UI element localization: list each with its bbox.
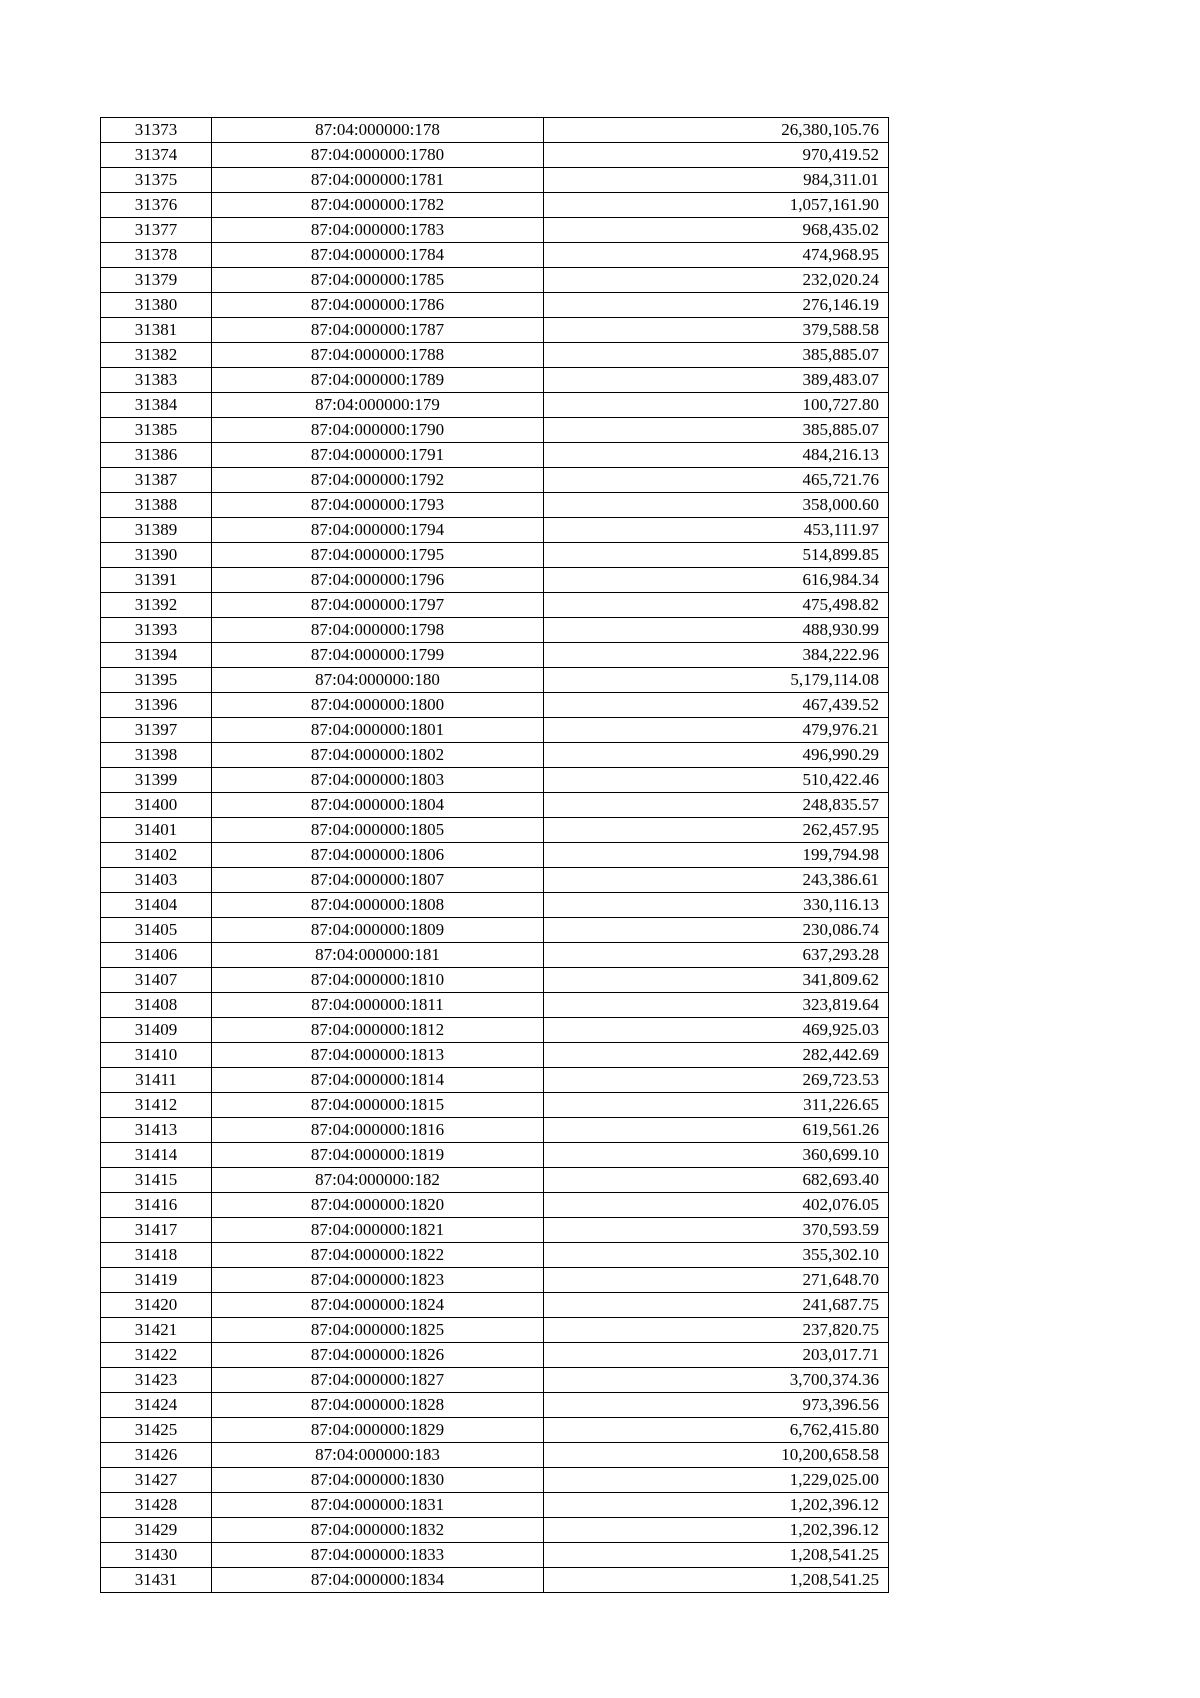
cadastral-number-cell: 87:04:000000:1820 — [212, 1193, 544, 1218]
table-row — [101, 468, 889, 493]
value-cell: 475,498.82 — [544, 593, 889, 618]
table-row — [101, 618, 889, 643]
table-row — [101, 1543, 889, 1568]
value-cell: 467,439.52 — [544, 693, 889, 718]
cadastral-number-cell: 87:04:000000:1785 — [212, 268, 544, 293]
row-number-cell: 31375 — [101, 168, 212, 193]
cadastral-number-cell: 87:04:000000:1812 — [212, 1018, 544, 1043]
value-cell: 6,762,415.80 — [544, 1418, 889, 1443]
cadastral-number-cell: 87:04:000000:182 — [212, 1168, 544, 1193]
cadastral-number-cell: 87:04:000000:1806 — [212, 843, 544, 868]
row-number-cell: 31381 — [101, 318, 212, 343]
table-row — [101, 1043, 889, 1068]
row-number-cell: 31428 — [101, 1493, 212, 1518]
table-row — [101, 843, 889, 868]
cadastral-number-cell: 87:04:000000:1808 — [212, 893, 544, 918]
cadastral-number-cell: 87:04:000000:1800 — [212, 693, 544, 718]
cadastral-number-cell: 87:04:000000:1814 — [212, 1068, 544, 1093]
row-number-cell: 31411 — [101, 1068, 212, 1093]
cadastral-number-cell: 87:04:000000:1801 — [212, 718, 544, 743]
value-cell: 682,693.40 — [544, 1168, 889, 1193]
table-row — [101, 318, 889, 343]
row-number-cell: 31429 — [101, 1518, 212, 1543]
cadastral-number-cell: 87:04:000000:1794 — [212, 518, 544, 543]
cadastral-number-cell: 87:04:000000:1799 — [212, 643, 544, 668]
row-number-cell: 31422 — [101, 1343, 212, 1368]
cadastral-number-cell: 87:04:000000:1784 — [212, 243, 544, 268]
table-row — [101, 1518, 889, 1543]
row-number-cell: 31424 — [101, 1393, 212, 1418]
row-number-cell: 31384 — [101, 393, 212, 418]
row-number-cell: 31404 — [101, 893, 212, 918]
table-row — [101, 943, 889, 968]
value-cell: 269,723.53 — [544, 1068, 889, 1093]
row-number-cell: 31421 — [101, 1318, 212, 1343]
cadastral-number-cell: 87:04:000000:1832 — [212, 1518, 544, 1543]
row-number-cell: 31377 — [101, 218, 212, 243]
cadastral-number-cell: 87:04:000000:1792 — [212, 468, 544, 493]
cadastral-number-cell: 87:04:000000:1831 — [212, 1493, 544, 1518]
table-row — [101, 718, 889, 743]
row-number-cell: 31406 — [101, 943, 212, 968]
value-cell: 1,229,025.00 — [544, 1468, 889, 1493]
row-number-cell: 31394 — [101, 643, 212, 668]
value-cell: 453,111.97 — [544, 518, 889, 543]
cadastral-number-cell: 87:04:000000:1803 — [212, 768, 544, 793]
value-cell: 230,086.74 — [544, 918, 889, 943]
row-number-cell: 31403 — [101, 868, 212, 893]
table-row — [101, 1118, 889, 1143]
value-cell: 282,442.69 — [544, 1043, 889, 1068]
value-cell: 402,076.05 — [544, 1193, 889, 1218]
row-number-cell: 31400 — [101, 793, 212, 818]
table-row — [101, 793, 889, 818]
value-cell: 510,422.46 — [544, 768, 889, 793]
table-row — [101, 1268, 889, 1293]
cadastral-number-cell: 87:04:000000:1781 — [212, 168, 544, 193]
table-row — [101, 1193, 889, 1218]
row-number-cell: 31392 — [101, 593, 212, 618]
value-cell: 26,380,105.76 — [544, 118, 889, 143]
cadastral-number-cell: 87:04:000000:1796 — [212, 568, 544, 593]
cadastral-number-cell: 87:04:000000:180 — [212, 668, 544, 693]
row-number-cell: 31382 — [101, 343, 212, 368]
table-row — [101, 268, 889, 293]
row-number-cell: 31410 — [101, 1043, 212, 1068]
table-body — [101, 118, 889, 1593]
row-number-cell: 31418 — [101, 1243, 212, 1268]
value-cell: 1,202,396.12 — [544, 1518, 889, 1543]
value-cell: 276,146.19 — [544, 293, 889, 318]
table-row — [101, 343, 889, 368]
table-row — [101, 393, 889, 418]
row-number-cell: 31395 — [101, 668, 212, 693]
cadastral-number-cell: 87:04:000000:1819 — [212, 1143, 544, 1168]
table-row — [101, 1093, 889, 1118]
cadastral-number-cell: 87:04:000000:1810 — [212, 968, 544, 993]
table-row — [101, 493, 889, 518]
cadastral-number-cell: 87:04:000000:1809 — [212, 918, 544, 943]
row-number-cell: 31383 — [101, 368, 212, 393]
cadastral-number-cell: 87:04:000000:1786 — [212, 293, 544, 318]
table-row — [101, 518, 889, 543]
value-cell: 469,925.03 — [544, 1018, 889, 1043]
cadastral-number-cell: 87:04:000000:1793 — [212, 493, 544, 518]
value-cell: 474,968.95 — [544, 243, 889, 268]
table-row — [101, 768, 889, 793]
value-cell: 973,396.56 — [544, 1393, 889, 1418]
table-row — [101, 1343, 889, 1368]
row-number-cell: 31417 — [101, 1218, 212, 1243]
cadastral-number-cell: 87:04:000000:1829 — [212, 1418, 544, 1443]
row-number-cell: 31427 — [101, 1468, 212, 1493]
row-number-cell: 31388 — [101, 493, 212, 518]
table-row — [101, 1018, 889, 1043]
value-cell: 262,457.95 — [544, 818, 889, 843]
value-cell: 1,208,541.25 — [544, 1568, 889, 1593]
value-cell: 488,930.99 — [544, 618, 889, 643]
value-cell: 616,984.34 — [544, 568, 889, 593]
value-cell: 370,593.59 — [544, 1218, 889, 1243]
table-row — [101, 1143, 889, 1168]
cadastral-number-cell: 87:04:000000:1804 — [212, 793, 544, 818]
value-cell: 379,588.58 — [544, 318, 889, 343]
row-number-cell: 31407 — [101, 968, 212, 993]
table-row — [101, 668, 889, 693]
row-number-cell: 31385 — [101, 418, 212, 443]
cadastral-number-cell: 87:04:000000:1825 — [212, 1318, 544, 1343]
value-cell: 984,311.01 — [544, 168, 889, 193]
row-number-cell: 31373 — [101, 118, 212, 143]
cadastral-number-cell: 87:04:000000:1798 — [212, 618, 544, 643]
table-row — [101, 193, 889, 218]
value-cell: 248,835.57 — [544, 793, 889, 818]
table-row — [101, 743, 889, 768]
value-cell: 514,899.85 — [544, 543, 889, 568]
table-row — [101, 993, 889, 1018]
table-row — [101, 568, 889, 593]
value-cell: 619,561.26 — [544, 1118, 889, 1143]
table-row — [101, 1293, 889, 1318]
row-number-cell: 31423 — [101, 1368, 212, 1393]
table-row — [101, 818, 889, 843]
value-cell: 271,648.70 — [544, 1268, 889, 1293]
value-cell: 199,794.98 — [544, 843, 889, 868]
value-cell: 360,699.10 — [544, 1143, 889, 1168]
table-row — [101, 168, 889, 193]
table-row — [101, 893, 889, 918]
value-cell: 243,386.61 — [544, 868, 889, 893]
cadastral-number-cell: 87:04:000000:1788 — [212, 343, 544, 368]
table-row — [101, 1218, 889, 1243]
row-number-cell: 31380 — [101, 293, 212, 318]
value-cell: 203,017.71 — [544, 1343, 889, 1368]
value-cell: 241,687.75 — [544, 1293, 889, 1318]
row-number-cell: 31430 — [101, 1543, 212, 1568]
table-row — [101, 1493, 889, 1518]
value-cell: 3,700,374.36 — [544, 1368, 889, 1393]
cadastral-number-cell: 87:04:000000:1821 — [212, 1218, 544, 1243]
value-cell: 323,819.64 — [544, 993, 889, 1018]
table-row — [101, 1443, 889, 1468]
row-number-cell: 31402 — [101, 843, 212, 868]
value-cell: 968,435.02 — [544, 218, 889, 243]
table-row — [101, 1468, 889, 1493]
table-row — [101, 1368, 889, 1393]
table-row — [101, 1243, 889, 1268]
table-row — [101, 1418, 889, 1443]
table-row — [101, 643, 889, 668]
table-row — [101, 918, 889, 943]
cadastral-number-cell: 87:04:000000:1816 — [212, 1118, 544, 1143]
value-cell: 1,057,161.90 — [544, 193, 889, 218]
table-row — [101, 218, 889, 243]
cadastral-number-cell: 87:04:000000:1791 — [212, 443, 544, 468]
row-number-cell: 31393 — [101, 618, 212, 643]
row-number-cell: 31412 — [101, 1093, 212, 1118]
cadastral-number-cell: 87:04:000000:1815 — [212, 1093, 544, 1118]
row-number-cell: 31397 — [101, 718, 212, 743]
value-cell: 385,885.07 — [544, 343, 889, 368]
value-cell: 1,202,396.12 — [544, 1493, 889, 1518]
cadastral-number-cell: 87:04:000000:1805 — [212, 818, 544, 843]
value-cell: 465,721.76 — [544, 468, 889, 493]
table-row — [101, 118, 889, 143]
value-cell: 637,293.28 — [544, 943, 889, 968]
row-number-cell: 31426 — [101, 1443, 212, 1468]
cadastral-number-cell: 87:04:000000:1802 — [212, 743, 544, 768]
cadastral-number-cell: 87:04:000000:1813 — [212, 1043, 544, 1068]
cadastral-number-cell: 87:04:000000:1783 — [212, 218, 544, 243]
row-number-cell: 31376 — [101, 193, 212, 218]
cadastral-number-cell: 87:04:000000:1826 — [212, 1343, 544, 1368]
cadastral-number-cell: 87:04:000000:1824 — [212, 1293, 544, 1318]
row-number-cell: 31378 — [101, 243, 212, 268]
value-cell: 237,820.75 — [544, 1318, 889, 1343]
row-number-cell: 31386 — [101, 443, 212, 468]
cadastral-number-cell: 87:04:000000:1782 — [212, 193, 544, 218]
table-row — [101, 293, 889, 318]
cadastral-number-cell: 87:04:000000:179 — [212, 393, 544, 418]
table-row — [101, 1393, 889, 1418]
cadastral-number-cell: 87:04:000000:1811 — [212, 993, 544, 1018]
row-number-cell: 31387 — [101, 468, 212, 493]
table-row — [101, 418, 889, 443]
value-cell: 10,200,658.58 — [544, 1443, 889, 1468]
cadastral-number-cell: 87:04:000000:181 — [212, 943, 544, 968]
cadastral-number-cell: 87:04:000000:1807 — [212, 868, 544, 893]
table-row — [101, 543, 889, 568]
value-cell: 484,216.13 — [544, 443, 889, 468]
value-cell: 341,809.62 — [544, 968, 889, 993]
table-row — [101, 1318, 889, 1343]
value-cell: 970,419.52 — [544, 143, 889, 168]
row-number-cell: 31374 — [101, 143, 212, 168]
cadastral-number-cell: 87:04:000000:1789 — [212, 368, 544, 393]
row-number-cell: 31405 — [101, 918, 212, 943]
table-row — [101, 1068, 889, 1093]
row-number-cell: 31401 — [101, 818, 212, 843]
table-row — [101, 368, 889, 393]
value-cell: 389,483.07 — [544, 368, 889, 393]
row-number-cell: 31396 — [101, 693, 212, 718]
cadastral-number-cell: 87:04:000000:1795 — [212, 543, 544, 568]
value-cell: 496,990.29 — [544, 743, 889, 768]
table-row — [101, 443, 889, 468]
row-number-cell: 31419 — [101, 1268, 212, 1293]
row-number-cell: 31415 — [101, 1168, 212, 1193]
row-number-cell: 31425 — [101, 1418, 212, 1443]
row-number-cell: 31414 — [101, 1143, 212, 1168]
value-cell: 5,179,114.08 — [544, 668, 889, 693]
row-number-cell: 31399 — [101, 768, 212, 793]
row-number-cell: 31389 — [101, 518, 212, 543]
row-number-cell: 31420 — [101, 1293, 212, 1318]
row-number-cell: 31408 — [101, 993, 212, 1018]
row-number-cell: 31413 — [101, 1118, 212, 1143]
table-row — [101, 243, 889, 268]
cadastral-number-cell: 87:04:000000:1780 — [212, 143, 544, 168]
data-table — [100, 117, 889, 1593]
table-row — [101, 1568, 889, 1593]
table-row — [101, 868, 889, 893]
cadastral-number-cell: 87:04:000000:1834 — [212, 1568, 544, 1593]
value-cell: 311,226.65 — [544, 1093, 889, 1118]
row-number-cell: 31391 — [101, 568, 212, 593]
row-number-cell: 31416 — [101, 1193, 212, 1218]
cadastral-number-cell: 87:04:000000:1828 — [212, 1393, 544, 1418]
row-number-cell: 31431 — [101, 1568, 212, 1593]
value-cell: 355,302.10 — [544, 1243, 889, 1268]
value-cell: 385,885.07 — [544, 418, 889, 443]
table-row — [101, 1168, 889, 1193]
cadastral-number-cell: 87:04:000000:1833 — [212, 1543, 544, 1568]
row-number-cell: 31379 — [101, 268, 212, 293]
value-cell: 232,020.24 — [544, 268, 889, 293]
cadastral-number-cell: 87:04:000000:178 — [212, 118, 544, 143]
cadastral-number-cell: 87:04:000000:183 — [212, 1443, 544, 1468]
table-row — [101, 143, 889, 168]
cadastral-number-cell: 87:04:000000:1823 — [212, 1268, 544, 1293]
cadastral-number-cell: 87:04:000000:1830 — [212, 1468, 544, 1493]
value-cell: 100,727.80 — [544, 393, 889, 418]
value-cell: 358,000.60 — [544, 493, 889, 518]
cadastral-number-cell: 87:04:000000:1822 — [212, 1243, 544, 1268]
cadastral-number-cell: 87:04:000000:1797 — [212, 593, 544, 618]
row-number-cell: 31390 — [101, 543, 212, 568]
table-row — [101, 593, 889, 618]
row-number-cell: 31398 — [101, 743, 212, 768]
cadastral-number-cell: 87:04:000000:1790 — [212, 418, 544, 443]
value-cell: 1,208,541.25 — [544, 1543, 889, 1568]
row-number-cell: 31409 — [101, 1018, 212, 1043]
cadastral-number-cell: 87:04:000000:1827 — [212, 1368, 544, 1393]
cadastral-number-cell: 87:04:000000:1787 — [212, 318, 544, 343]
table-row — [101, 693, 889, 718]
value-cell: 384,222.96 — [544, 643, 889, 668]
table-row — [101, 968, 889, 993]
value-cell: 330,116.13 — [544, 893, 889, 918]
value-cell: 479,976.21 — [544, 718, 889, 743]
